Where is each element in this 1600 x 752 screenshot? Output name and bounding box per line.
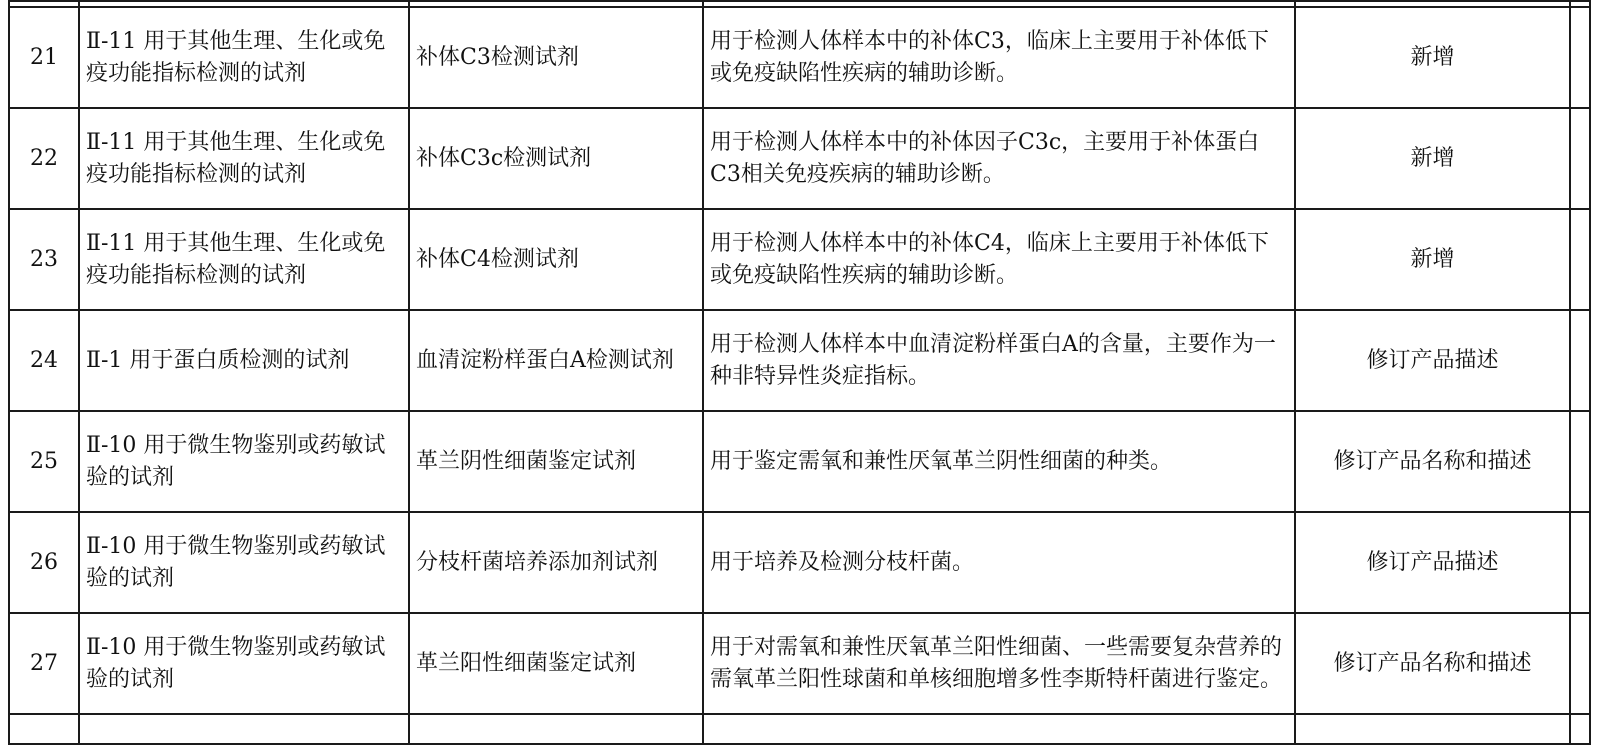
category-cell: Ⅱ-11 用于其他生理、生化或免疫功能指标检测的试剂 [79,108,409,209]
category-cell: Ⅱ-10 用于微生物鉴别或药敏试验的试剂 [79,613,409,714]
description-text: 用于检测人体样本中的补体因子C3c，主要用于补体蛋白C3相关免疫疾病的辅助诊断。 [710,129,1260,187]
change-type-cell: 新增 [1295,7,1570,108]
category-cell: Ⅱ-10 用于微生物鉴别或药敏试验的试剂 [79,411,409,512]
change-type-cell: 修订产品名称和描述 [1295,411,1570,512]
table-row [9,411,1590,512]
product-name-cell: 革兰阴性细菌鉴定试剂 [409,411,703,512]
product-name-cell: 补体C3检测试剂 [409,7,703,108]
table-row [9,209,1590,310]
change-type-cell: 修订产品描述 [1295,512,1570,613]
description-text: 用于检测人体样本中血清淀粉样蛋白A的含量，主要作为一种非特异性炎症指标。 [710,331,1276,389]
description-cell [703,108,1295,209]
table-row [9,512,1590,613]
description-cell [703,512,1295,613]
table-row [9,108,1590,209]
product-name-cell: 补体C4检测试剂 [409,209,703,310]
description-cell [703,310,1295,411]
reagent-catalog-table [8,0,1591,745]
product-name-cell: 革兰阳性细菌鉴定试剂 [409,613,703,714]
table-row [9,310,1590,411]
row-number: 23 [9,209,79,310]
row-number: 22 [9,108,79,209]
description-cell [703,613,1295,714]
change-type-cell: 修订产品名称和描述 [1295,613,1570,714]
product-name-cell: 分枝杆菌培养添加剂试剂 [409,512,703,613]
category-cell: Ⅱ-11 用于其他生理、生化或免疫功能指标检测的试剂 [79,7,409,108]
row-number: 26 [9,512,79,613]
row-number: 21 [9,7,79,108]
table-row [9,7,1590,108]
product-name-cell: 补体C3c检测试剂 [409,108,703,209]
description-text: 用于检测人体样本中的补体C3，临床上主要用于补体低下或免疫缺陷性疾病的辅助诊断。 [710,28,1269,86]
description-cell [703,7,1295,108]
row-number: 25 [9,411,79,512]
table-row-cut-bottom [9,714,1590,744]
table-row [9,613,1590,714]
description-text: 用于鉴定需氧和兼性厌氧革兰阴性细菌的种类。 [710,448,1173,474]
description-cell [703,411,1295,512]
description-text: 用于检测人体样本中的补体C4，临床上主要用于补体低下或免疫缺陷性疾病的辅助诊断。 [710,230,1269,288]
change-type-cell: 新增 [1295,108,1570,209]
category-cell: Ⅱ-10 用于微生物鉴别或药敏试验的试剂 [79,512,409,613]
description-text: 用于对需氧和兼性厌氧革兰阳性细菌、一些需要复杂营养的需氧革兰阳性球菌和单核细胞增多性李斯特杆菌进行鉴定。 [710,634,1283,692]
change-type-cell: 新增 [1295,209,1570,310]
description-cell [703,209,1295,310]
category-cell: Ⅱ-1 用于蛋白质检测的试剂 [79,310,409,411]
description-text: 用于培养及检测分枝杆菌。 [710,549,975,575]
change-type-cell: 修订产品描述 [1295,310,1570,411]
row-number: 27 [9,613,79,714]
product-name-cell: 血清淀粉样蛋白A检测试剂 [409,310,703,411]
row-number: 24 [9,310,79,411]
category-cell: Ⅱ-11 用于其他生理、生化或免疫功能指标检测的试剂 [79,209,409,310]
